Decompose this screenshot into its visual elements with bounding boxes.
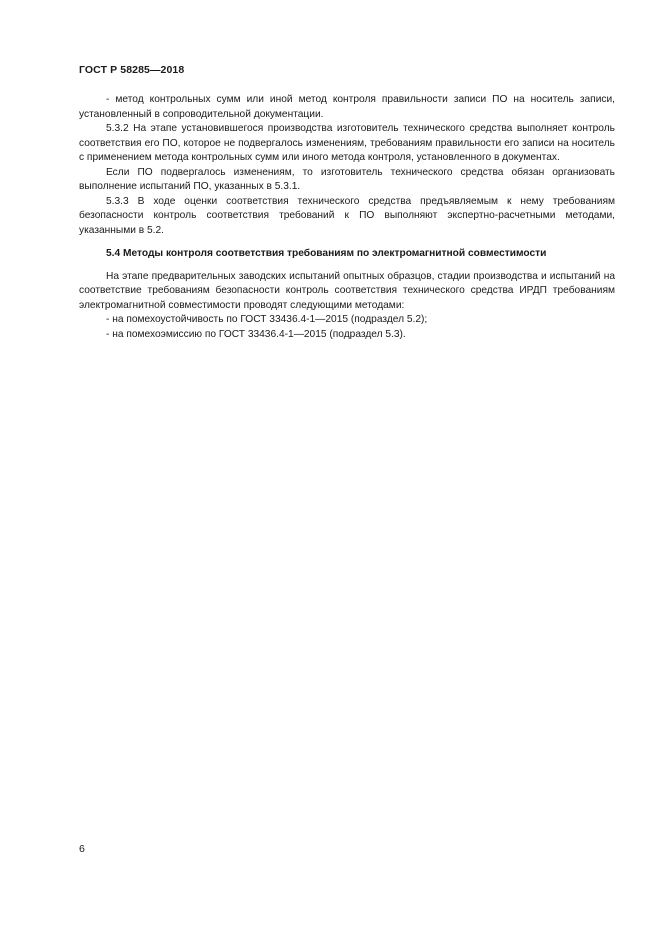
paragraph-5-3-3: 5.3.3 В ходе оценки соответствия технического средства предъявляемым к нему требованиям безопасности контроль соответствия требований к ПО выполняют экспертно-расчетными методами, указанными в 5.2. [79,195,615,236]
section-title-5-4: 5.4 Методы контроля соответствия требованиям по электромагнитной совместимости [106,248,547,259]
document-body [79,93,615,342]
list-item-immunity: - на помехоустойчивость по ГОСТ 33436.4-1—2015 (подраздел 5.2); [106,314,428,325]
page-number: 6 [79,843,85,855]
paragraph-checksum-method: - метод контрольных сумм или иной метод контроля правильности записи ПО на носитель записи, установленный в сопроводительной документации. [79,94,615,120]
list-item-emission: - на помехоэмиссию по ГОСТ 33436.4-1—2015 (подраздел 5.3). [106,328,406,340]
paragraph-emc-methods-intro: На этапе предварительных заводских испытаний опытных образцов, стадии производства и испытаний на соответствие требованиям безопасности контроль соответствия технического средства ИРДП требованиям электромагнитной совместимости проводят следующими методами: [79,270,615,311]
paragraph-5-3-2: 5.3.2 На этапе установившегося производства изготовитель технического средства выполняет контроль соответствия его ПО, которое не подвергалось изменениям, требованиям правильности его записи на носитель с применением метода контрольных сумм или иного метода контроля, установленного в документах. [79,123,615,163]
paragraph-software-changes: Если ПО подвергалось изменениям, то изготовитель технического средства обязан организовать выполнение испытаний ПО, указанных в 5.3.1. [79,166,615,192]
page-header-standard-id: ГОСТ Р 58285—2018 [79,64,185,76]
